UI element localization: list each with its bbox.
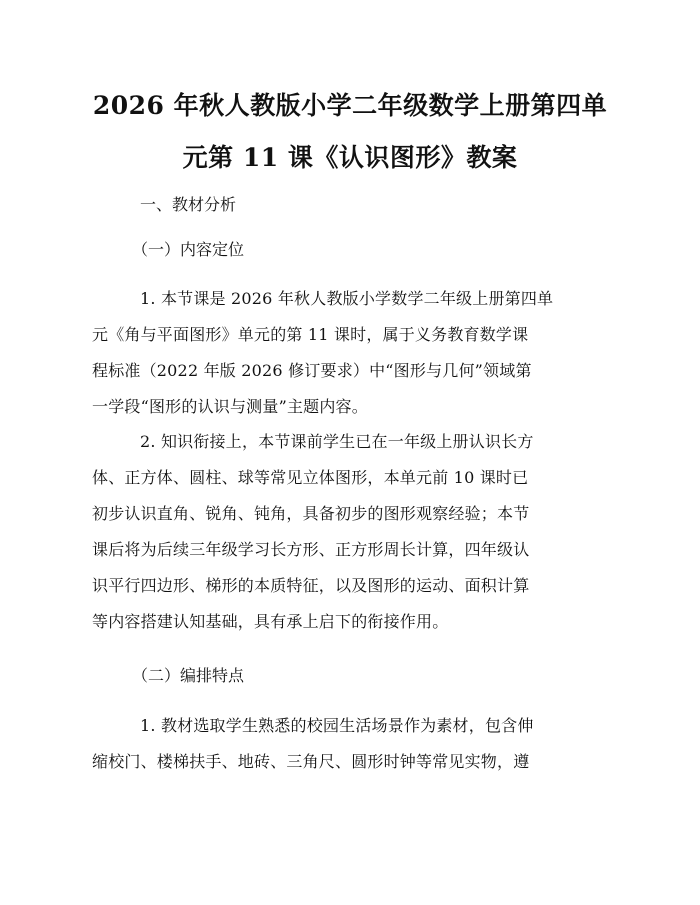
paragraph-line: 1. 教材选取学生熟悉的校园生活场景作为素材，包含伸	[140, 716, 534, 735]
paragraph-line: 识平行四边形、梯形的本质特征，以及图形的运动、面积计算	[92, 576, 530, 595]
paragraph-line: 2. 知识衔接上，本节课前学生已在一年级上册认识长方	[140, 432, 534, 451]
paragraph-knowledge-link	[92, 424, 608, 640]
paragraph-line: 体、正方体、圆柱、球等常见立体图形，本单元前 10 课时已	[92, 468, 529, 487]
paragraph-line: 程标准（2022 年版 2026 修订要求）中“图形与几何”领域第	[92, 361, 532, 380]
document-title	[92, 80, 608, 184]
paragraph-line: 一学段“图形的认识与测量”主题内容。	[92, 397, 368, 416]
section-heading-1: 一、教材分析	[140, 195, 237, 214]
title-line-2: 元第 11 课《认识图形》教案	[182, 143, 518, 172]
title-line-1: 2026 年秋人教版小学二年级数学上册第四单	[92, 91, 608, 120]
paragraph-content-position	[92, 281, 608, 425]
subsection-heading-2: （二）编排特点	[132, 666, 245, 685]
paragraph-line: 等内容搭建认知基础，具有承上启下的衔接作用。	[92, 612, 449, 631]
paragraph-line: 初步认识直角、锐角、钝角，具备初步的图形观察经验；本节	[92, 504, 530, 523]
paragraph-line: 1. 本节课是 2026 年秋人教版小学数学二年级上册第四单	[140, 289, 554, 308]
subsection-heading-1: （一）内容定位	[132, 240, 245, 259]
paragraph-layout-features	[92, 708, 608, 780]
paragraph-line: 课后将为后续三年级学习长方形、正方形周长计算，四年级认	[92, 540, 530, 559]
paragraph-line: 缩校门、楼梯扶手、地砖、三角尺、圆形时钟等常见实物，遵	[92, 752, 530, 771]
paragraph-line: 元《角与平面图形》单元的第 11 课时，属于义务教育数学课	[92, 325, 529, 344]
